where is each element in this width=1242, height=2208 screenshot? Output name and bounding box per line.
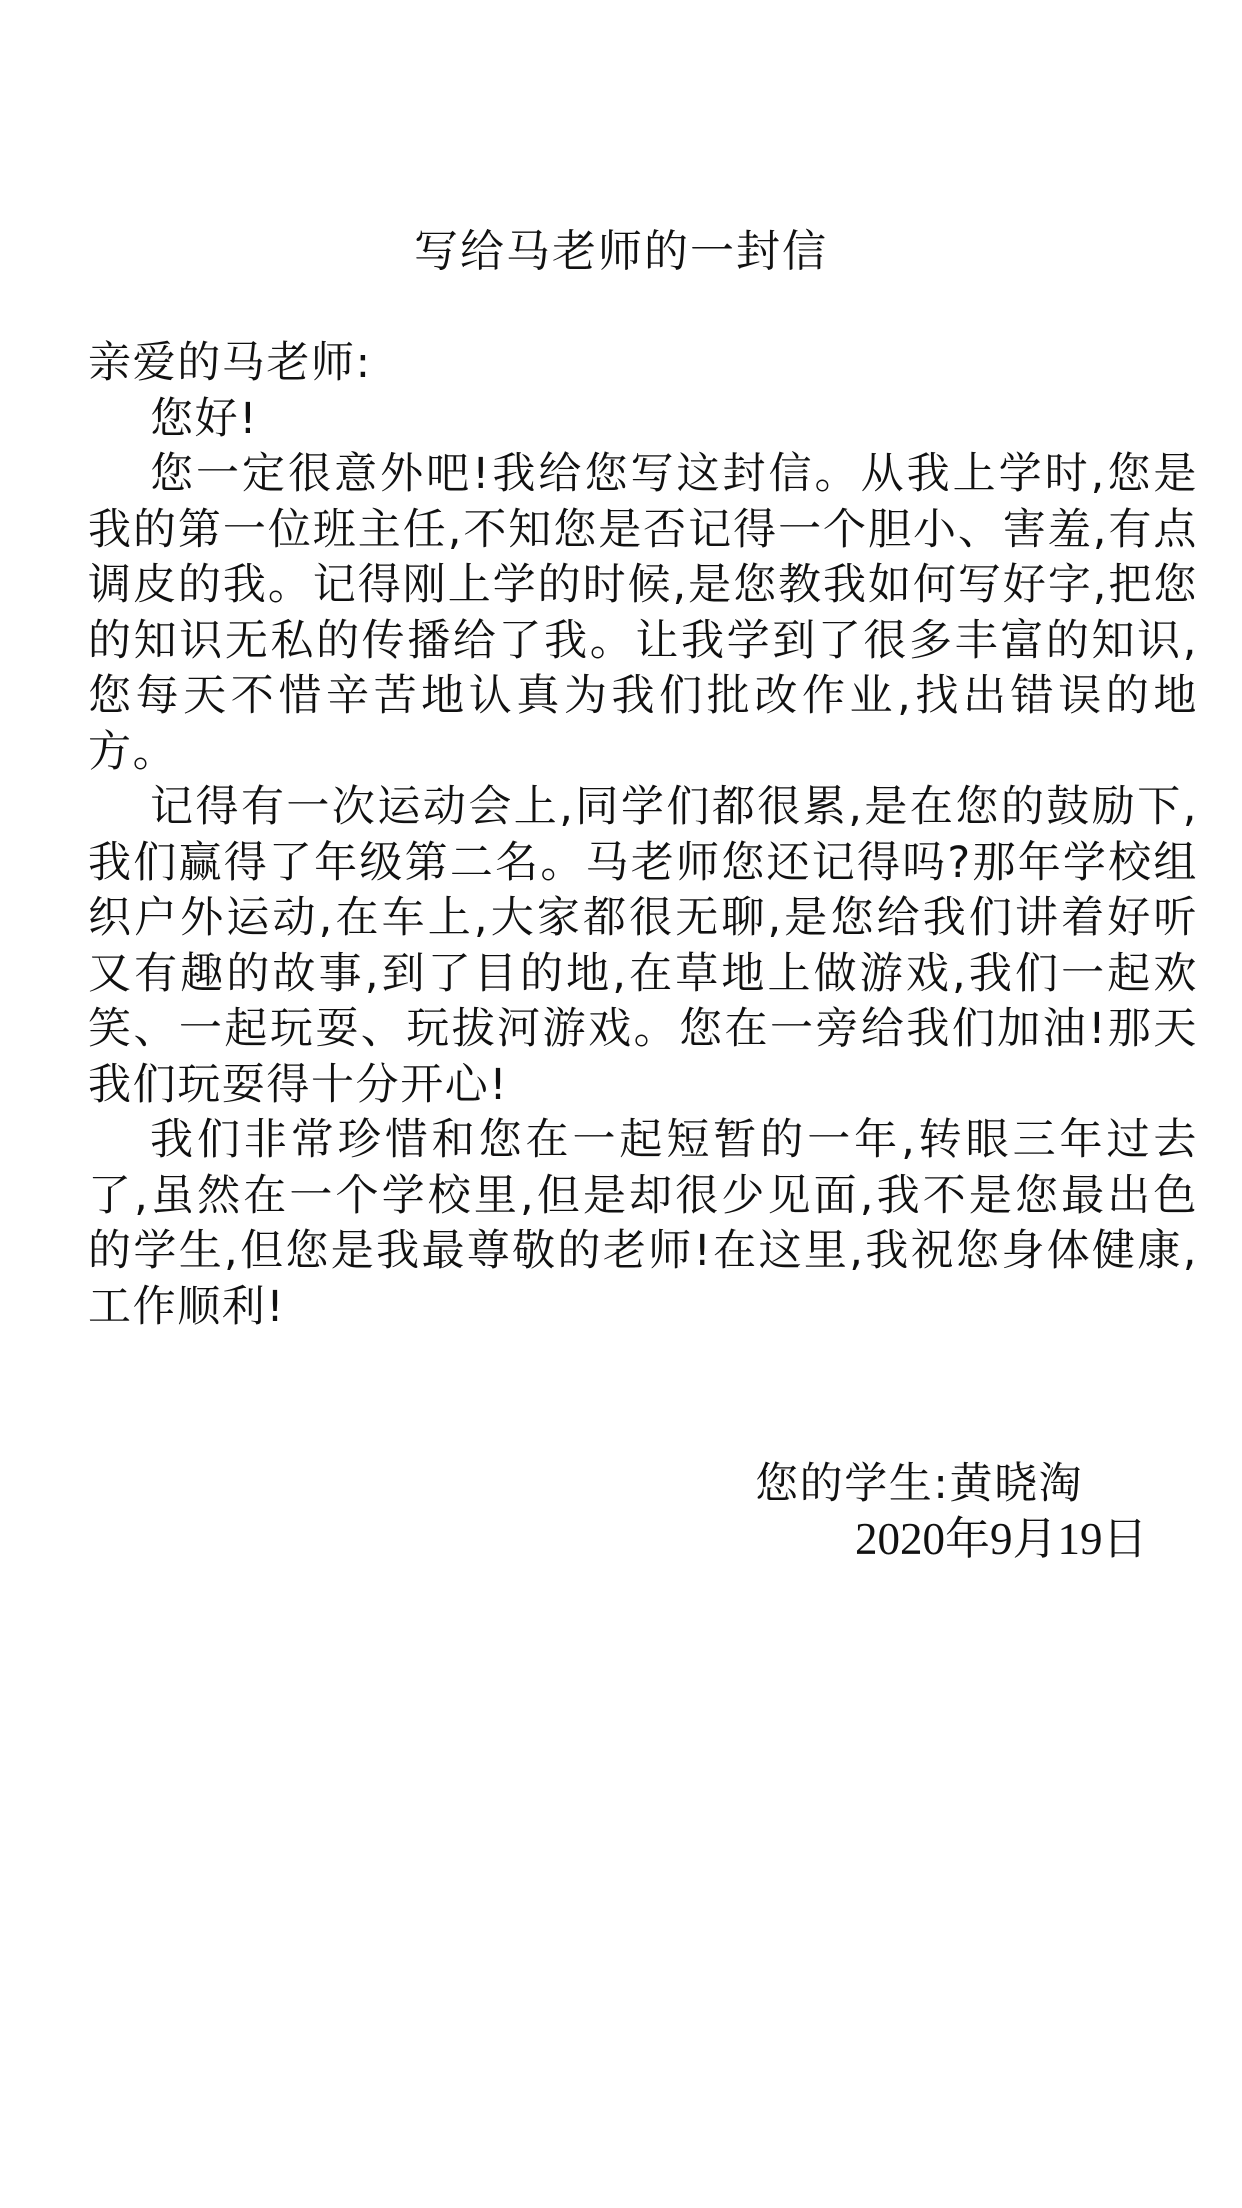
signature: 您的学生:黄晓淘 — [755, 1459, 1084, 1509]
salutation: 亲爱的马老师: — [88, 338, 372, 388]
paragraph-3: 我们非常珍惜和您在一起短暂的一年,转眼三年过去了,虽然在一个学校里,但是却很少见面,我不是您最出色的学生,但您是我最尊敬的老师!在这里,我祝您身体健康,工作顺利! — [88, 1115, 1198, 1332]
paragraph-greeting: 您好! — [150, 393, 259, 444]
letter-date: 2020年9月19日 — [855, 1514, 1148, 1564]
paragraph-1: 您一定很意外吧!我给您写这封信。从我上学时,您是我的第一位班主任,不知您是否记得一个胆小、害羞,有点调皮的我。记得刚上学的时候,是您教我如何写好字,把您的知识无私的传播给了我。让我学到了很多丰富的知识,您每天不惜辛苦地认真为我们批改作业,找出错误的地方。 — [88, 449, 1198, 777]
paragraph-2: 记得有一次运动会上,同学们都很累,是在您的鼓励下,我们赢得了年级第二名。马老师您还记得吗?那年学校组织户外运动,在车上,大家都很无聊,是您给我们讲着好听又有趣的故事,到了目的地,在草地上做游戏,我们一起欢笑、一起玩耍、玩拔河游戏。您在一旁给我们加油!那天我们玩耍得十分开心! — [88, 782, 1198, 1110]
letter-body — [88, 336, 1198, 1335]
letter-title: 写给马老师的一封信 — [414, 226, 828, 277]
